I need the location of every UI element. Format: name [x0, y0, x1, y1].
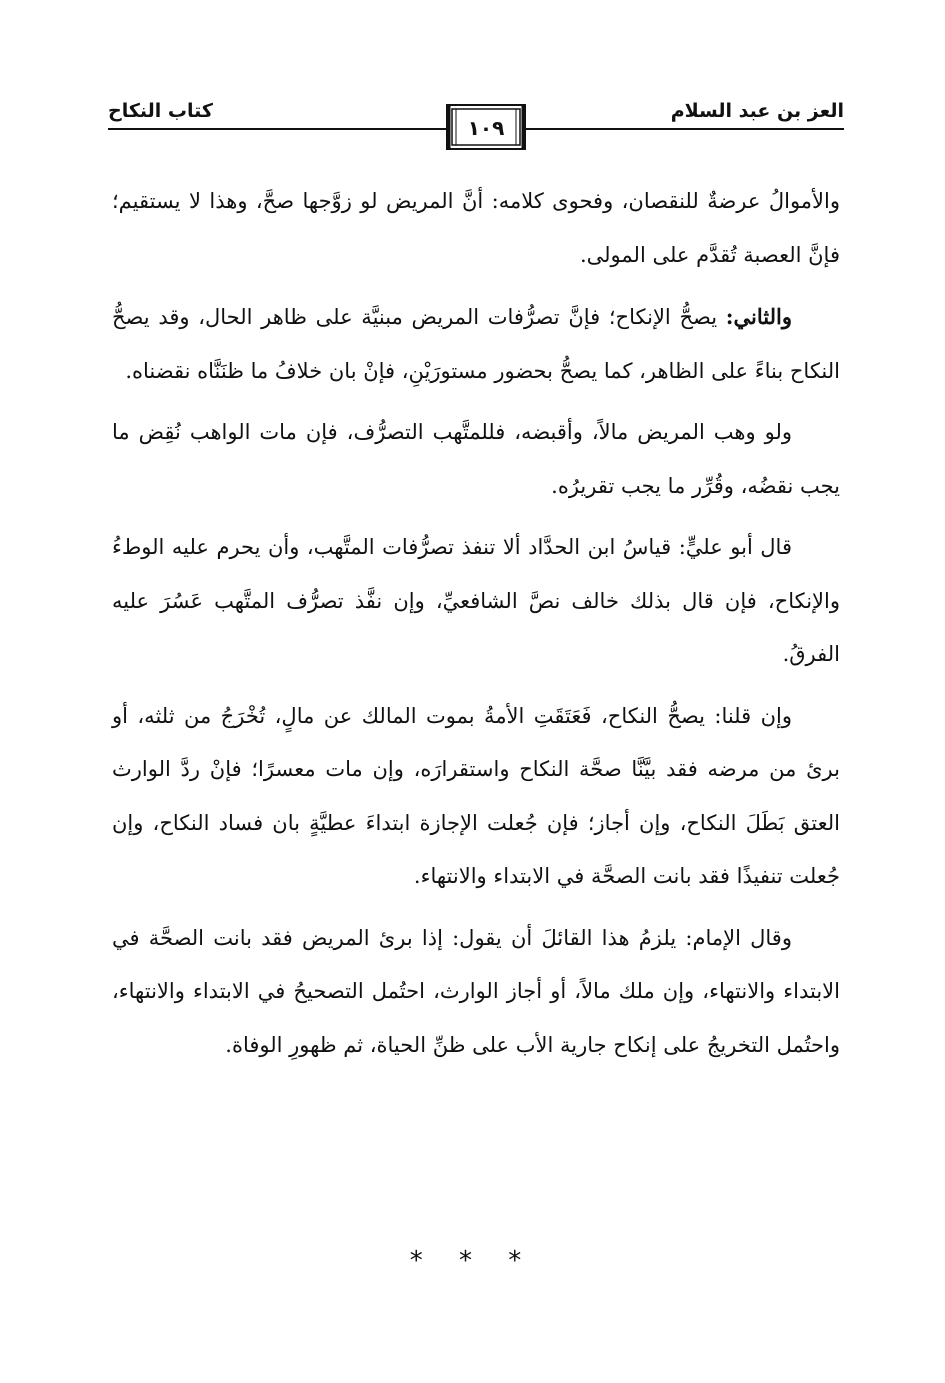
paragraph-text: يصحُّ الإنكاح؛ فإنَّ تصرُّفات المريض مبنيَّة على ظاهر الحال، وقد يصحُّ النكاح بناءً على الظاهر، كما يصحُّ بحضور مستورَيْنِ، فإنْ بان خلافُ ما ظنَنَّاه نقضناه.: [112, 305, 840, 383]
paragraph-2: [112, 290, 840, 398]
paragraph-text: وقال الإمام: يلزمُ هذا القائلَ أن يقول: إذا برئ المريض فقد بانت الصحَّة في الابتداء والانتهاء، وإن ملك مالاً، أو أجاز الوارث، احتُمل التصحيحُ في الابتداء والانتهاء، واحتُمل التخريجُ على إنكاح جارية الأب على ظنِّ الحياة، ثم ظهورِ الوفاة.: [112, 925, 840, 1057]
paragraph-6: [112, 912, 840, 1073]
running-header-author: العز بن عبد السلام: [670, 100, 844, 122]
paragraph-lead: والثاني:: [725, 304, 792, 329]
paragraph-4: [112, 521, 840, 682]
running-header-section: كتاب النكاح: [108, 100, 213, 122]
page-number: ١٠٩: [467, 116, 505, 140]
page-header: [108, 98, 844, 158]
section-end-stars: * * *: [409, 1246, 536, 1276]
paragraph-1: [112, 175, 840, 282]
paragraph-text: قال أبو عليٍّ: قياسُ ابن الحدَّاد ألا تنفذ تصرُّفات المتَّهب، وأن يحرم عليه الوطءُ والإنكاح، فإن قال بذلك خالف نصَّ الشافعيِّ، وإن نفَّذ تصرُّف المتَّهب عَسُرَ عليه الفرقُ.: [112, 535, 840, 666]
body-text: [112, 175, 840, 1072]
paragraph-text: ولو وهب المريض مالاً، وأقبضه، فللمتَّهب التصرُّف، فإن مات الواهب نُقِض ما يجب نقضُه، وقُرِّر ما يجب تقريرُه.: [112, 420, 840, 498]
paragraph-text: وإن قلنا: يصحُّ النكاح، فَعَتَقَتِ الأمةُ بموت المالك عن مالٍ، تُخْرَجُ من ثلثه، أو برئ من مرضه فقد بيَّنَّا صحَّة النكاح واستقرارَه، وإن مات معسرًا؛ فإنْ ردَّ الوارث العتق بَطَلَ النكاح، وإن أجاز؛ فإن جُعلت الإجازة ابتداءَ عطيَّةٍ بان فساد النكاح، وإن جُعلت تنفيذًا فقد بانت الصحَّة في الابتداء والانتهاء.: [112, 703, 840, 888]
paragraph-text: والأموالُ عرضةٌ للنقصان، وفحوى كلامه: أنَّ المريض لو زوَّجها صحَّ، وهذا لا يستقيم؛ فإنَّ العصبة تُقدَّم على المولى.: [112, 189, 840, 267]
paragraph-5: [112, 690, 840, 904]
paragraph-3: [112, 406, 840, 513]
page-number-frame: [446, 104, 526, 150]
